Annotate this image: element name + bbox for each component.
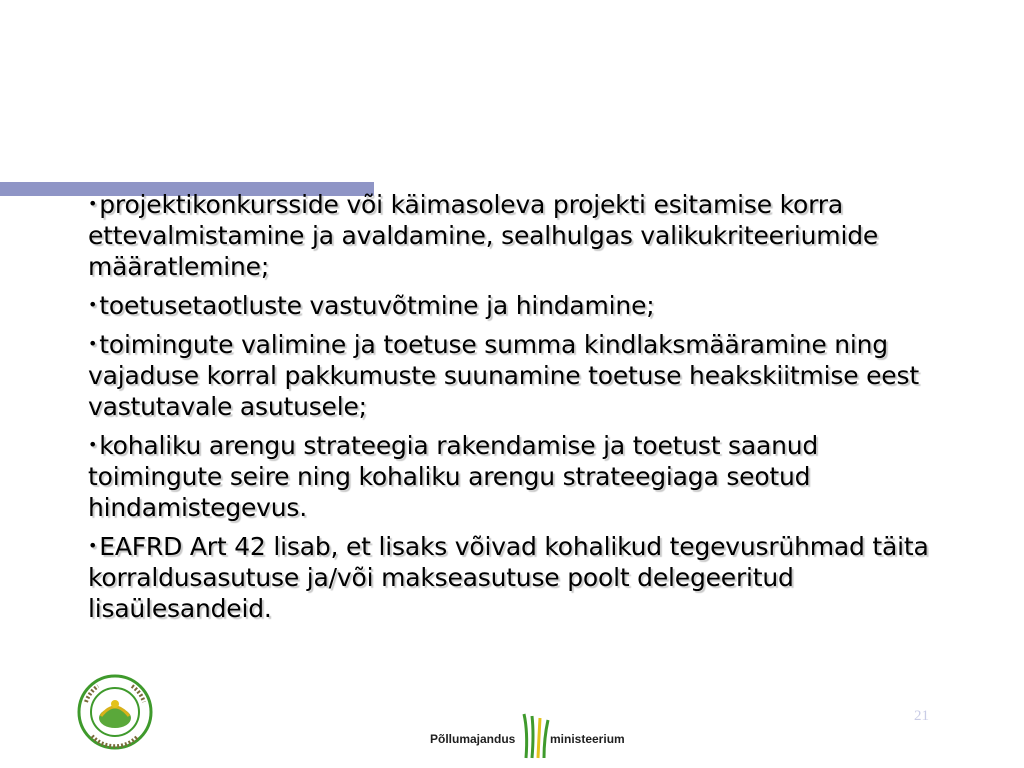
bullet-icon: •: [88, 536, 98, 555]
wheat-stalks-icon: [522, 712, 552, 760]
bullet-icon: •: [88, 435, 98, 454]
bullet-item: [88, 289, 948, 321]
bullet-text: EAFRD Art 42 lisab, et lisaks võivad kohalikud tegevusrühmad täita korraldusasutuse ja/või makseasutuse poolt delegeeritud lisaülesandeid.: [88, 532, 929, 623]
eu-rural-seal-icon: [76, 672, 154, 752]
ministry-logo-right-text: ministeerium: [550, 732, 625, 746]
bullet-item: [88, 530, 948, 624]
bullet-text: toetusetaotluste vastuvõtmine ja hindamine;: [99, 291, 655, 320]
ministry-logo: [426, 712, 626, 762]
bullet-text: projektikonkursside või käimasoleva projekti esitamise korra ettevalmistamine ja avaldamine, sealhulgas valikukriteeriumide määratlemine;: [88, 190, 879, 281]
bullet-text: toimingute valimine ja toetuse summa kindlaksmääramine ning vajaduse korral pakkumuste suunamine toetuse heakskiitmise eest vastutavale asutusele;: [88, 330, 919, 421]
bullet-text: kohaliku arengu strateegia rakendamise ja toetust saanud toimingute seire ning kohaliku arengu strateegiaga seotud hindamistegevus.: [88, 431, 819, 522]
bullet-icon: •: [88, 295, 98, 314]
bullet-list: [88, 188, 948, 631]
bullet-icon: •: [88, 194, 98, 213]
bullet-item: [88, 328, 948, 422]
page-number: 21: [914, 708, 929, 724]
bullet-icon: •: [88, 334, 98, 353]
bullet-item: [88, 188, 948, 282]
bullet-item: [88, 429, 948, 523]
ministry-logo-left-text: Põllumajandus: [430, 732, 516, 746]
